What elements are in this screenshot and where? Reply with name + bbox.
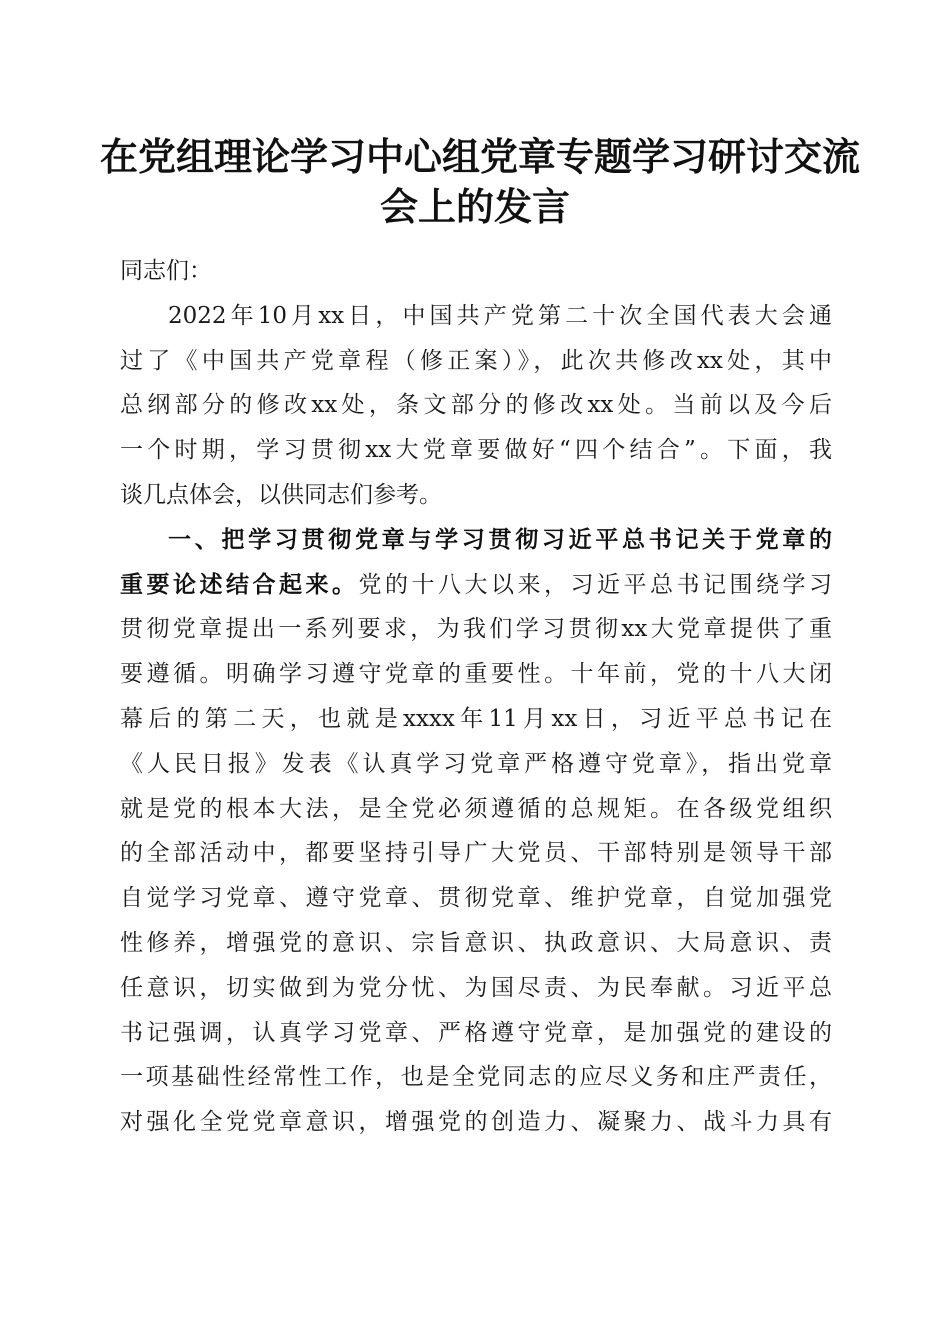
paragraph-line: 幕后的第二天，也就是xxxx年11月xx日，习近平总书记在 xyxy=(120,705,832,732)
paragraph-line: 自觉学习党章、遵守党章、贯彻党章、维护党章，自觉加强党 xyxy=(120,885,832,912)
section-1-heading-line-2 xyxy=(120,563,832,608)
paragraph-line: 就是党的根本大法，是全党必须遵循的总规矩。在各级党组织 xyxy=(120,795,832,822)
paragraph-line: 谈几点体会，以供同志们参考。 xyxy=(120,481,442,508)
title-line-2: 会上的发言 xyxy=(379,184,570,229)
paragraph-line: 过了《中国共产党章程（修正案）》，此次共修改xx处，其中 xyxy=(120,347,832,374)
paragraph-line: 一项基础性经常性工作，也是全党同志的应尽义务和庄严责任， xyxy=(120,1064,832,1091)
salutation: 同志们： xyxy=(120,258,212,284)
section-1-heading: 一、把学习贯彻党章与学习贯彻习近平总书记关于党章的 xyxy=(168,526,832,553)
paragraph-line: 对强化全党党章意识，增强党的创造力、凝聚力、战斗力具有 xyxy=(120,1109,832,1136)
section-1-heading-end: 重要论述结合起来。 xyxy=(120,571,359,598)
paragraph-line: 书记强调，认真学习党章、严格遵守党章，是加强党的建设的 xyxy=(120,1019,832,1046)
intro-paragraph xyxy=(120,294,832,518)
document-body xyxy=(120,249,832,1145)
paragraph-line: 要遵循。明确学习遵守党章的重要性。十年前，党的十八大闭 xyxy=(120,661,832,688)
title-line-1: 在党组理论学习中心组党章专题学习研讨交流 xyxy=(100,134,861,179)
paragraph-line: 性修养，增强党的意识、宗旨意识、执政意识、大局意识、责 xyxy=(120,929,832,956)
paragraph-line: 任意识，切实做到为党分忧、为国尽责、为民奉献。习近平总 xyxy=(120,974,832,1001)
section-1-paragraph xyxy=(120,518,832,1145)
paragraph-line: 总纲部分的修改xx处，条文部分的修改xx处。当前以及今后 xyxy=(120,392,832,419)
paragraph-line: 贯彻党章提出一系列要求，为我们学习贯彻xx大党章提供了重 xyxy=(120,616,832,643)
paragraph-line: 的全部活动中，都要坚持引导广大党员、干部特别是领导干部 xyxy=(120,840,832,867)
paragraph-line: 2022年10月xx日，中国共产党第二十次全国代表大会通 xyxy=(168,302,832,329)
paragraph-text: 党的十八大以来，习近平总书记围绕学习 xyxy=(358,571,832,598)
paragraph-line: 一个时期，学习贯彻xx大党章要做好“四个结合”。下面，我 xyxy=(120,437,832,464)
document-title xyxy=(100,132,861,232)
paragraph-line: 《人民日报》发表《认真学习党章严格遵守党章》，指出党章 xyxy=(120,750,832,777)
